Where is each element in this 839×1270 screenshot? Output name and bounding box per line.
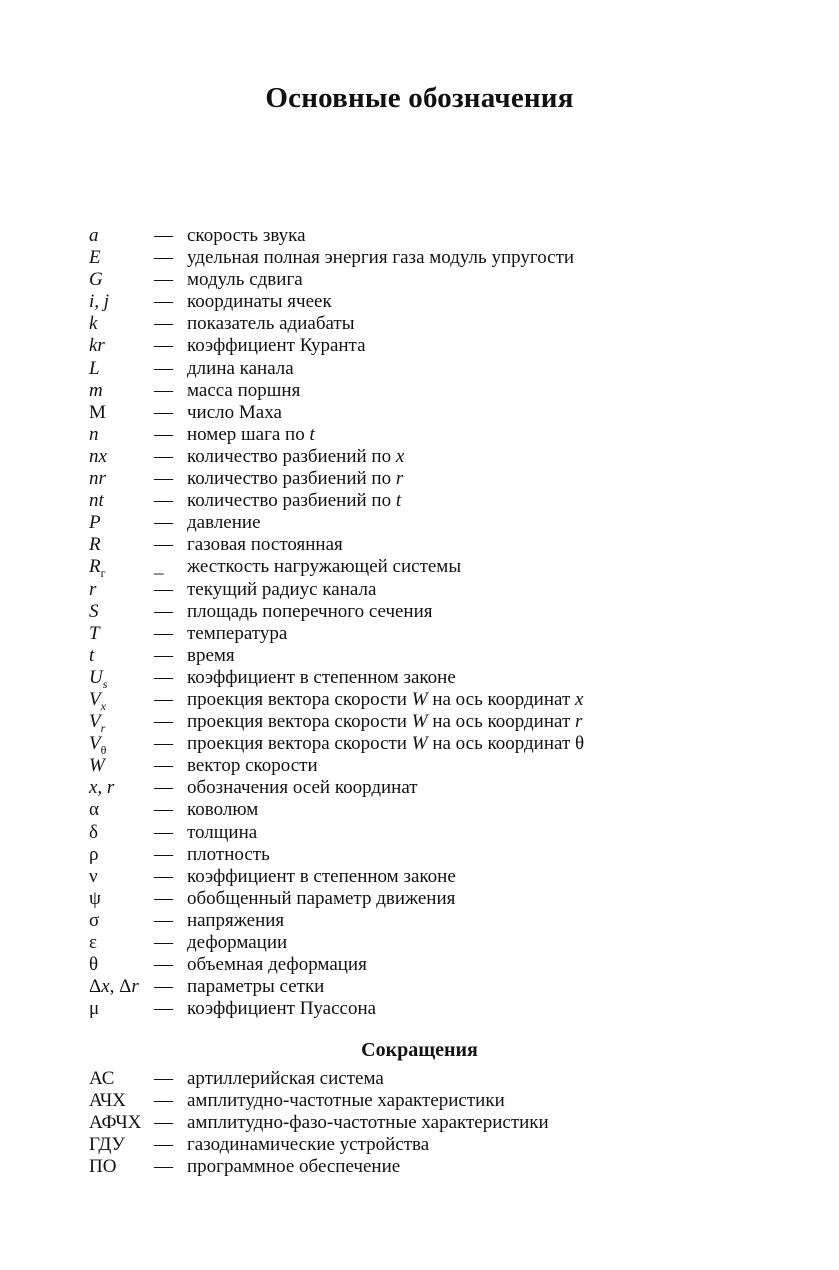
symbol-upright: ν — [89, 865, 98, 887]
list-item — [89, 733, 769, 758]
dash: — — [154, 291, 173, 313]
description — [187, 468, 403, 490]
dash: — — [154, 799, 173, 821]
description: коэффициент в степенном законе — [187, 666, 456, 688]
description: координаты ячеек — [187, 291, 332, 313]
symbol-base: V — [89, 688, 101, 710]
description: коэффициент Пуассона — [187, 998, 377, 1020]
dash: — — [154, 887, 173, 909]
dash: — — [154, 909, 173, 931]
symbol — [89, 844, 153, 866]
list-item — [89, 225, 769, 247]
symbol — [89, 556, 153, 581]
symbol — [89, 976, 153, 998]
list-item — [89, 844, 769, 866]
description: коволюм — [187, 799, 259, 821]
description: время — [187, 644, 235, 666]
list-item — [89, 645, 769, 667]
dash: — — [154, 578, 173, 600]
symbol — [89, 689, 153, 711]
abbreviation: АС — [89, 1068, 115, 1089]
description: амплитудно-фазо-частотные характеристики — [187, 1112, 549, 1134]
symbol: nt — [89, 490, 104, 512]
dash: — — [154, 357, 173, 379]
symbol-subscript: r — [100, 721, 106, 736]
list-item — [89, 910, 769, 932]
description: газодинамические устройства — [187, 1134, 430, 1156]
page-title: Основные обозначения — [265, 82, 574, 114]
description-variable: t — [309, 423, 315, 445]
list-item — [89, 799, 769, 821]
symbol-delta: Δ — [119, 976, 132, 998]
list-item — [89, 269, 769, 291]
description: удельная полная энергия газа модуль упругости — [187, 247, 575, 269]
symbol-var: x — [101, 976, 110, 998]
symbols-list — [89, 225, 769, 1020]
list-item — [89, 446, 769, 468]
description — [187, 490, 401, 512]
list-item — [89, 667, 769, 689]
list-item — [89, 247, 769, 269]
symbol: m — [89, 379, 103, 401]
symbol: x, r — [89, 777, 115, 799]
dash: — — [154, 821, 173, 843]
dash: — — [154, 711, 173, 733]
dash: — — [154, 688, 173, 710]
description: плотность — [187, 843, 270, 865]
symbol-separator: , — [109, 976, 120, 998]
list-item — [89, 380, 769, 402]
dash: — — [154, 313, 173, 335]
list-item — [89, 888, 769, 910]
symbol — [89, 866, 153, 888]
list-item — [89, 358, 769, 380]
list-item — [89, 468, 769, 490]
description-tail: на ось координат — [432, 733, 571, 755]
dash: — — [154, 401, 173, 423]
dash: — — [154, 976, 173, 998]
list-item — [89, 534, 769, 556]
symbol — [89, 954, 153, 976]
symbol: kr — [89, 335, 105, 357]
symbol: P — [89, 512, 101, 534]
dash: — — [154, 269, 173, 291]
symbol: R — [89, 534, 101, 556]
dash: — — [154, 998, 173, 1020]
description-variable: r — [395, 468, 404, 490]
description: площадь поперечного сечения — [187, 600, 433, 622]
dash: — — [154, 379, 173, 401]
description: показатель адиабаты — [187, 313, 355, 335]
dash: — — [154, 335, 173, 357]
symbol — [89, 402, 153, 424]
description-text: количество разбиений по — [187, 490, 392, 512]
symbol: nx — [89, 445, 107, 467]
symbol-base: R — [89, 556, 101, 578]
list-item — [89, 579, 769, 601]
symbol-upright: ψ — [89, 887, 101, 909]
symbol — [89, 667, 153, 689]
dash: — — [154, 247, 173, 269]
symbol-upright: α — [89, 799, 99, 821]
description: число Маха — [187, 401, 282, 423]
symbol-upright: ρ — [89, 843, 99, 865]
list-item — [89, 777, 769, 799]
description-variable: W — [411, 688, 428, 710]
symbol: t — [89, 644, 95, 666]
abbreviation: ПО — [89, 1156, 117, 1178]
list-item — [89, 623, 769, 645]
description-text: номер шага по — [187, 423, 305, 445]
list-item — [89, 954, 769, 976]
symbol-upright: ε — [89, 932, 97, 953]
list-item — [89, 335, 769, 357]
symbol: r — [89, 578, 97, 600]
symbol: L — [89, 357, 100, 379]
symbol: a — [89, 225, 99, 246]
symbol: S — [89, 600, 99, 622]
description: программное обеспечение — [187, 1156, 401, 1178]
symbol-subscript: x — [100, 698, 106, 713]
dash: — — [154, 733, 173, 755]
dash: — — [154, 468, 173, 490]
description: артиллерийская система — [187, 1068, 384, 1089]
list-item — [89, 998, 769, 1020]
symbol-upright: σ — [89, 909, 100, 931]
symbol-var: r — [131, 976, 139, 998]
description-tail: на ось координат — [432, 688, 571, 710]
symbol — [89, 932, 153, 954]
symbol: nr — [89, 468, 106, 490]
dash: — — [154, 755, 173, 777]
description: обозначения осей координат — [187, 777, 418, 799]
abbreviations-list — [89, 1068, 769, 1178]
dash: — — [154, 445, 173, 467]
symbol-upright: μ — [89, 998, 100, 1020]
list-item — [89, 512, 769, 534]
symbol-delta: Δ — [89, 976, 102, 998]
symbol-upright: θ — [89, 954, 99, 976]
description — [187, 689, 583, 711]
dash: — — [154, 954, 173, 976]
symbol — [89, 799, 153, 821]
dash: — — [154, 666, 173, 688]
symbol: E — [89, 247, 101, 269]
description — [187, 446, 404, 468]
description: коэффициент в степенном законе — [187, 865, 456, 887]
list-item — [89, 556, 769, 581]
abbreviation: АФЧХ — [89, 1112, 142, 1134]
list-item — [89, 689, 769, 711]
description: параметры сетки — [187, 976, 325, 998]
description: напряжения — [187, 909, 285, 931]
dash: _ — [154, 556, 164, 578]
list-item — [89, 402, 769, 424]
description: масса поршня — [187, 379, 301, 401]
description — [187, 733, 584, 755]
list-item — [89, 601, 769, 623]
list-item — [89, 424, 769, 446]
list-item — [89, 932, 769, 954]
abbreviation: АЧХ — [89, 1090, 126, 1112]
dash: — — [154, 1068, 173, 1089]
list-item — [89, 866, 769, 888]
description-variable-2: x — [575, 688, 584, 710]
symbol — [89, 733, 153, 758]
description-variable: W — [411, 711, 428, 733]
description: текущий радиус канала — [187, 578, 377, 600]
abbreviation: ГДУ — [89, 1134, 125, 1156]
dash: — — [154, 843, 173, 865]
dash: — — [154, 622, 173, 644]
dash: — — [154, 512, 173, 534]
symbol-upright: M — [89, 401, 106, 423]
list-item — [89, 1112, 769, 1134]
symbol-base: V — [89, 733, 101, 755]
symbol — [89, 888, 153, 910]
symbol: W — [89, 755, 105, 777]
description: длина канала — [187, 357, 294, 379]
list-item — [89, 490, 769, 512]
description-variable: W — [411, 733, 428, 755]
description-text: проекция вектора скорости — [187, 733, 407, 755]
symbol — [89, 711, 153, 736]
list-item — [89, 755, 769, 777]
symbol: T — [89, 622, 100, 644]
description-variable-2: θ — [575, 733, 585, 755]
description-variable: t — [395, 490, 402, 512]
dash: — — [154, 534, 173, 556]
dash: — — [154, 423, 173, 445]
description-text: количество разбиений по — [187, 445, 392, 467]
symbol-subscript: г — [100, 566, 106, 581]
description-variable-2: r — [575, 711, 583, 733]
description-tail: на ось координат — [432, 711, 571, 733]
list-item — [89, 822, 769, 844]
description-variable: x — [395, 445, 405, 467]
list-item — [89, 1134, 769, 1156]
list-item — [89, 1156, 769, 1178]
description: температура — [187, 622, 288, 644]
dash: — — [154, 1156, 173, 1178]
symbol-subscript: θ — [100, 743, 107, 758]
description-text: количество разбиений по — [187, 468, 392, 490]
description: коэффициент Куранта — [187, 335, 366, 357]
description: жесткость нагружающей системы — [187, 556, 462, 578]
dash: — — [154, 1112, 173, 1134]
symbol-subscript: s — [102, 676, 108, 691]
list-item — [89, 313, 769, 335]
description: модуль сдвига — [187, 269, 303, 291]
dash: — — [154, 932, 173, 953]
description-text: проекция вектора скорости — [187, 711, 407, 733]
symbol: G — [89, 269, 103, 291]
dash: — — [154, 1090, 173, 1112]
description: амплитудно-частотные характеристики — [187, 1090, 505, 1112]
symbol-upright: δ — [89, 821, 98, 843]
description: скорость звука — [187, 225, 306, 246]
list-item — [89, 1068, 769, 1090]
symbol-base: V — [89, 711, 101, 733]
dash: — — [154, 865, 173, 887]
dash: — — [154, 600, 173, 622]
description: газовая постоянная — [187, 534, 343, 556]
symbol: n — [89, 423, 99, 445]
list-item — [89, 711, 769, 736]
symbol: k — [89, 313, 98, 335]
dash: — — [154, 490, 173, 512]
dash: — — [154, 777, 173, 799]
symbol: i, j — [89, 291, 110, 313]
description — [187, 711, 582, 733]
list-item — [89, 1090, 769, 1112]
list-item — [89, 291, 769, 313]
description: деформации — [187, 932, 288, 953]
symbol — [89, 822, 153, 844]
symbol-base: U — [89, 666, 103, 688]
dash: — — [154, 644, 173, 666]
description: обобщенный параметр движения — [187, 887, 456, 909]
symbol — [89, 910, 153, 932]
symbol — [89, 998, 153, 1020]
dash: — — [154, 225, 173, 246]
description: объемная деформация — [187, 954, 367, 976]
description: вектор скорости — [187, 755, 318, 777]
dash: — — [154, 1134, 173, 1156]
list-item — [89, 976, 769, 998]
description: толщина — [187, 821, 258, 843]
description — [187, 424, 315, 446]
description-text: проекция вектора скорости — [187, 688, 407, 710]
abbreviations-title: Сокращения — [361, 1039, 478, 1061]
description: давление — [187, 512, 261, 534]
